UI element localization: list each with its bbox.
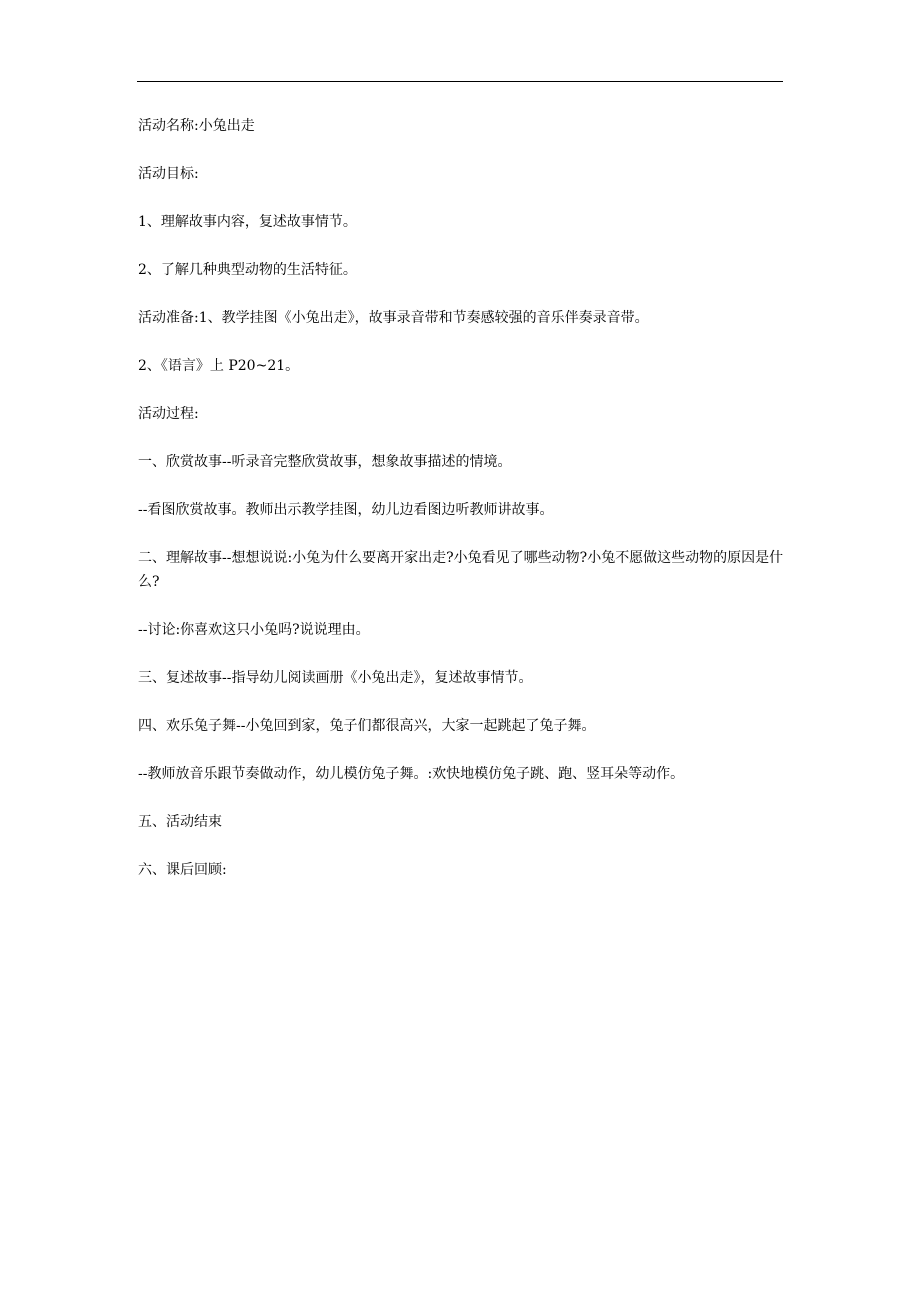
step-4-detail: --教师放音乐跟节奏做动作，幼儿模仿兔子舞。:欢快地模仿兔子跳、跑、竖耳朵等动作。 <box>138 766 685 782</box>
step-1-detail: --看图欣赏故事。教师出示教学挂图，幼儿边看图边听教师讲故事。 <box>138 502 554 518</box>
header-rule <box>137 81 783 82</box>
document-body <box>138 114 784 906</box>
objective-1: 1、理解故事内容，复述故事情节。 <box>138 214 357 230</box>
step-6: 六、课后回顾: <box>138 862 227 878</box>
activity-name: 活动名称:小兔出走 <box>138 118 255 134</box>
step-1: 一、欣赏故事--听录音完整欣赏故事，想象故事描述的情境。 <box>138 454 512 470</box>
preparation-2: 2、《语言》上 P20~21。 <box>138 358 300 374</box>
objectives-heading: 活动目标: <box>138 166 199 182</box>
preparation-1: 活动准备:1、教学挂图《小兔出走》，故事录音带和节奏感较强的音乐伴奏录音带。 <box>138 310 649 326</box>
objective-2: 2、了解几种典型动物的生活特征。 <box>138 262 357 278</box>
step-2: 二、理解故事--想想说说:小兔为什么要离开家出走?小兔看见了哪些动物?小兔不愿做这些动物的原因是什么? <box>138 550 784 590</box>
step-4: 四、欢乐兔子舞--小兔回到家，兔子们都很高兴，大家一起跳起了兔子舞。 <box>138 718 596 734</box>
step-2-detail: --讨论:你喜欢这只小兔吗?说说理由。 <box>138 622 370 638</box>
step-3: 三、复述故事--指导幼儿阅读画册《小兔出走》，复述故事情节。 <box>138 670 533 686</box>
step-5: 五、活动结束 <box>138 814 222 830</box>
process-heading: 活动过程: <box>138 406 199 422</box>
